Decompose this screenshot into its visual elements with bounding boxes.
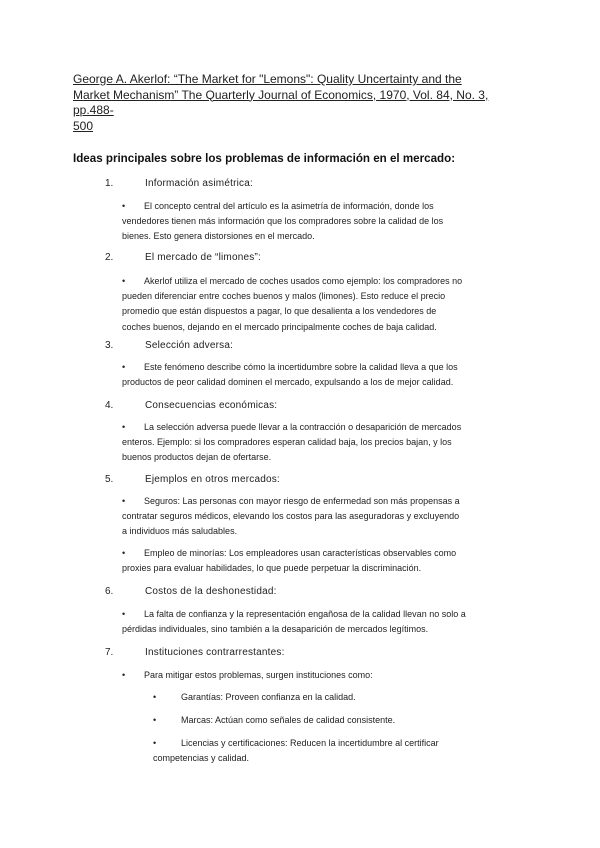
item-title: Ejemplos en otros mercados:	[145, 474, 280, 485]
bullet-icon: •	[153, 738, 157, 748]
bullet-icon: •	[122, 362, 126, 372]
item-title: Instituciones contrarrestantes:	[145, 647, 285, 658]
item-number: 7.	[105, 647, 114, 658]
bullet-icon: •	[122, 276, 126, 286]
bullet-icon: •	[122, 548, 126, 558]
citation-line: George A. Akerlof: “The Market for "Lemons": Quality Uncertainty and the	[73, 72, 462, 86]
item-title: Costos de la deshonestidad:	[145, 586, 277, 597]
section-heading: Ideas principales sobre los problemas de información en el mercado:	[73, 152, 456, 165]
citation-line: 500	[73, 118, 94, 133]
bullet-icon: •	[153, 715, 157, 725]
sub-bullet-paragraph: • Licencias y certificaciones: Reducen la incertidumbre al certificar competencias y calidad.	[153, 738, 439, 764]
item-title: Consecuencias económicas:	[145, 400, 278, 411]
bullet-paragraph: • Seguros: Las personas con mayor riesgo de enfermedad son más propensas a contratar seguros médicos, elevando los costos para las aseguradoras y excluyendo a individuos más saludables.	[122, 496, 460, 537]
sub-bullet-paragraph: • Marcas: Actúan como señales de calidad consistente.	[153, 713, 523, 728]
bullet-paragraph: • Empleo de minorías: Los empleadores usan características observables como proxies para evaluar habilidades, lo que puede perpetuar la discriminación.	[122, 548, 457, 574]
sub-bullet-paragraph: • Garantías: Proveen confianza en la calidad.	[153, 690, 523, 705]
bullet-icon: •	[122, 496, 126, 506]
citation-line: pp.488-	[73, 103, 114, 117]
bullet-icon: •	[122, 670, 126, 680]
bullet-icon: •	[122, 201, 126, 211]
item-title: Información asimétrica:	[145, 178, 253, 189]
item-number: 3.	[105, 340, 114, 351]
bullet-icon: •	[153, 692, 157, 702]
bullet-icon: •	[122, 422, 126, 432]
bullet-paragraph: • Akerlof utiliza el mercado de coches usados como ejemplo: los compradores no pueden diferenciar entre coches buenos y malos (limones). Esto reduce el precio promedio que están dispuestos a pagar, lo que desalienta a los vendedores de coches buenos, dejando en el mercado principalmente coches de baja calidad.	[122, 276, 463, 332]
item-number: 5.	[105, 474, 114, 485]
bullet-paragraph: • El concepto central del artículo es la asimetría de información, donde los vendedores tienen más información que los compradores sobre la calidad de los bienes. Esto genera distorsiones en el mercado.	[122, 201, 444, 242]
bullet-icon: •	[122, 609, 126, 619]
item-title: Selección adversa:	[145, 340, 234, 351]
citation	[73, 72, 513, 134]
item-title: El mercado de “limones”:	[145, 252, 261, 263]
item-number: 6.	[105, 586, 114, 597]
citation-line: Market Mechanism” The Quarterly Journal of Economics, 1970, Vol. 84, No. 3,	[73, 87, 489, 102]
item-number: 2.	[105, 252, 114, 263]
item-number: 4.	[105, 400, 114, 411]
bullet-paragraph: • La falta de confianza y la representación engañosa de la calidad llevan no solo a pérdidas individuales, sino también a la desaparición de mercados legítimos.	[122, 609, 466, 635]
bullet-paragraph: • Para mitigar estos problemas, surgen instituciones como:	[122, 668, 522, 683]
bullet-paragraph: • Este fenómeno describe cómo la incertidumbre sobre la calidad lleva a que los productos de peor calidad dominen el mercado, expulsando a los de mejor calidad.	[122, 362, 458, 388]
item-number: 1.	[105, 178, 114, 189]
bullet-paragraph: • La selección adversa puede llevar a la contracción o desaparición de mercados enteros. Ejemplo: si los compradores esperan calidad baja, los precios bajan, y los buenos productos dejan de ofertarse.	[122, 422, 462, 463]
